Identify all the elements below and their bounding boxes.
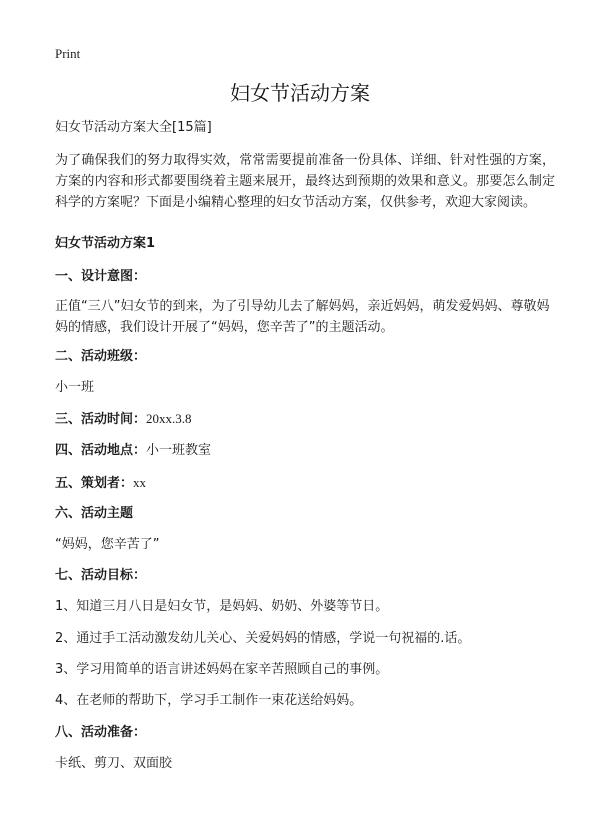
- goal-list-item: 2、通过手工活动激发幼儿关心、关爱妈妈的情感，学说一句祝福的.话。: [55, 631, 471, 646]
- section-text-design-intent: 正值“三八”妇女节的到来，为了引导幼儿去了解妈妈，亲近妈妈，萌发爱妈妈、尊敬妈妈的情感，我们设计开展了“妈妈，您辛苦了”的主题活动。: [55, 299, 550, 335]
- section-value-location: 小一班教室: [146, 443, 212, 458]
- section-heading-class: 二、活动班级：: [55, 349, 147, 364]
- subtitle: 妇女节活动方案大全[15篇]: [55, 120, 212, 135]
- plan-heading: 妇女节活动方案1: [55, 236, 156, 251]
- section-text-class: 小一班: [55, 380, 95, 395]
- section-heading-goals: 七、活动目标：: [55, 568, 147, 583]
- section-value-planner: xx: [133, 475, 147, 490]
- section-heading-location: 四、活动地点：: [55, 443, 147, 458]
- intro-paragraph: 为了确保我们的努力取得实效，常常需要提前准备一份具体、详细、针对性强的方案，方案的内容和形式都要围绕着主题来展开，最终达到预期的效果和意义。那要怎么制定科学的方案呢？下面是小编精心整理的妇女节活动方案，仅供参考，欢迎大家阅读。: [55, 153, 555, 210]
- section-heading-planner: 五、策划者：: [55, 476, 134, 491]
- goal-list-item: 4、在老师的帮助下，学习手工制作一束花送给妈妈。: [55, 693, 363, 708]
- section-heading-time: 三、活动时间：: [55, 412, 147, 427]
- section-time: [55, 408, 555, 430]
- section-text-theme: “妈妈，您辛苦了”: [55, 537, 160, 552]
- print-link[interactable]: Print: [55, 46, 81, 61]
- goal-list-item: 3、学习用简单的语言讲述妈妈在家辛苦照顾自己的事例。: [55, 662, 389, 677]
- section-heading-design-intent: 一、设计意图：: [55, 269, 147, 284]
- section-planner: [55, 472, 555, 494]
- section-text-preparation: 卡纸、剪刀、双面胶: [55, 756, 173, 771]
- section-heading-preparation: 八、活动准备：: [55, 725, 147, 740]
- section-value-time: 20xx.3.8: [146, 411, 192, 426]
- section-location: [55, 440, 555, 461]
- page-title: 妇女节活动方案: [230, 81, 370, 105]
- goal-list-item: 1、知道三月八日是妇女节，是妈妈、奶奶、外婆等节日。: [55, 599, 389, 614]
- section-heading-theme: 六、活动主题: [55, 506, 134, 521]
